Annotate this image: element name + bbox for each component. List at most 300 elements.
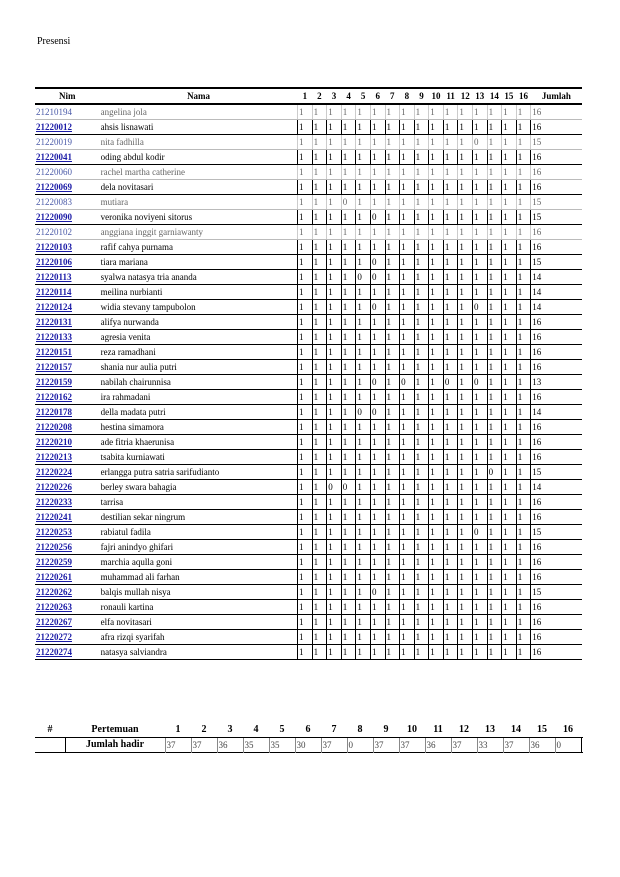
header-meeting-4: 4 xyxy=(341,88,356,104)
attendance-mark: 1 xyxy=(298,375,313,390)
attendance-mark: 1 xyxy=(356,390,371,405)
attendance-mark: 1 xyxy=(502,120,517,135)
jumlah-cell: 16 xyxy=(531,150,582,165)
attendance-mark: 1 xyxy=(385,435,400,450)
attendance-mark: 1 xyxy=(341,135,356,150)
attendance-mark: 0 xyxy=(370,405,385,420)
nim-link[interactable]: 21220259 xyxy=(36,557,72,567)
attendance-mark: 1 xyxy=(370,315,385,330)
attendance-mark: 1 xyxy=(356,300,371,315)
nim-link[interactable]: 21220224 xyxy=(36,467,72,477)
attendance-mark: 1 xyxy=(443,540,458,555)
nim-link[interactable]: 21220261 xyxy=(36,572,72,582)
attendance-mark: 1 xyxy=(472,615,487,630)
attendance-mark: 1 xyxy=(312,270,327,285)
attendance-mark: 1 xyxy=(502,420,517,435)
table-row xyxy=(35,510,582,525)
attendance-mark: 1 xyxy=(341,375,356,390)
table-row xyxy=(35,180,582,195)
attendance-mark: 1 xyxy=(356,630,371,645)
attendance-mark: 1 xyxy=(298,150,313,165)
attendance-mark: 1 xyxy=(472,240,487,255)
attendance-mark: 1 xyxy=(414,630,429,645)
attendance-mark: 1 xyxy=(414,570,429,585)
attendance-mark: 1 xyxy=(429,540,444,555)
attendance-mark: 1 xyxy=(356,165,371,180)
attendance-mark: 1 xyxy=(429,435,444,450)
nama-cell: nabilah chairunnisa xyxy=(100,375,298,390)
attendance-mark: 1 xyxy=(400,615,415,630)
attendance-mark: 1 xyxy=(356,510,371,525)
attendance-mark: 1 xyxy=(472,555,487,570)
table-row xyxy=(35,585,582,600)
jumlah-cell: 16 xyxy=(531,180,582,195)
attendance-mark: 1 xyxy=(443,195,458,210)
attendance-mark: 1 xyxy=(472,210,487,225)
attendance-mark: 1 xyxy=(385,135,400,150)
jumlah-cell: 16 xyxy=(531,345,582,360)
attendance-mark: 1 xyxy=(356,360,371,375)
attendance-mark: 1 xyxy=(414,285,429,300)
nim-link[interactable]: 21220012 xyxy=(36,122,72,132)
nim-link[interactable]: 21220274 xyxy=(36,647,72,657)
table-row xyxy=(35,525,582,540)
attendance-mark: 1 xyxy=(487,180,502,195)
attendance-mark: 1 xyxy=(472,465,487,480)
table-row xyxy=(35,555,582,570)
attendance-mark: 1 xyxy=(487,135,502,150)
attendance-mark: 1 xyxy=(298,300,313,315)
jumlah-hadir-value: 37 xyxy=(191,738,217,753)
attendance-mark: 1 xyxy=(458,645,473,660)
attendance-mark: 1 xyxy=(429,465,444,480)
attendance-mark: 1 xyxy=(327,495,342,510)
nim-link[interactable]: 21220178 xyxy=(36,407,72,417)
attendance-mark: 1 xyxy=(458,345,473,360)
attendance-mark: 1 xyxy=(370,240,385,255)
jumlah-cell: 14 xyxy=(531,270,582,285)
header-jumlah: Jumlah xyxy=(531,88,582,104)
attendance-mark: 1 xyxy=(487,360,502,375)
nim-cell xyxy=(35,495,100,510)
attendance-mark: 1 xyxy=(414,540,429,555)
attendance-mark: 1 xyxy=(400,645,415,660)
attendance-mark: 1 xyxy=(400,210,415,225)
header-meeting-13: 13 xyxy=(472,88,487,104)
attendance-mark: 1 xyxy=(400,405,415,420)
nim-cell xyxy=(35,210,100,225)
attendance-mark: 1 xyxy=(312,585,327,600)
nim-link[interactable]: 21220060 xyxy=(36,167,72,177)
attendance-mark: 1 xyxy=(298,585,313,600)
attendance-mark: 1 xyxy=(400,120,415,135)
nim-link[interactable]: 21220210 xyxy=(36,437,72,447)
header-meeting-3: 3 xyxy=(327,88,342,104)
attendance-mark: 1 xyxy=(516,165,531,180)
table-row xyxy=(35,360,582,375)
nim-cell xyxy=(35,600,100,615)
attendance-mark: 1 xyxy=(502,450,517,465)
attendance-mark: 1 xyxy=(502,630,517,645)
nim-link[interactable]: 21220256 xyxy=(36,542,72,552)
attendance-mark: 1 xyxy=(502,510,517,525)
jumlah-cell: 14 xyxy=(531,285,582,300)
attendance-mark: 1 xyxy=(356,210,371,225)
attendance-mark: 1 xyxy=(487,405,502,420)
attendance-mark: 1 xyxy=(443,104,458,120)
nim-link[interactable]: 21220041 xyxy=(36,152,72,162)
attendance-mark: 1 xyxy=(341,330,356,345)
attendance-mark: 1 xyxy=(370,165,385,180)
jumlah-cell: 16 xyxy=(531,104,582,120)
attendance-mark: 1 xyxy=(370,510,385,525)
nim-link[interactable]: 21220102 xyxy=(36,227,72,237)
attendance-mark: 1 xyxy=(472,150,487,165)
attendance-mark: 1 xyxy=(516,120,531,135)
attendance-mark: 1 xyxy=(443,240,458,255)
attendance-mark: 1 xyxy=(429,210,444,225)
nama-cell: dela novitasari xyxy=(100,180,298,195)
nama-cell: mutiara xyxy=(100,195,298,210)
attendance-mark: 1 xyxy=(385,210,400,225)
attendance-mark: 1 xyxy=(458,315,473,330)
attendance-mark: 1 xyxy=(429,270,444,285)
attendance-mark: 1 xyxy=(370,195,385,210)
jumlah-hadir-value: 37 xyxy=(373,738,399,753)
nim-link[interactable]: 21210194 xyxy=(36,107,72,117)
attendance-mark: 1 xyxy=(429,555,444,570)
jumlah-hadir-value: 37 xyxy=(165,738,191,753)
attendance-mark: 1 xyxy=(327,270,342,285)
nim-link[interactable]: 21220267 xyxy=(36,617,72,627)
attendance-mark: 1 xyxy=(298,405,313,420)
attendance-mark: 1 xyxy=(472,315,487,330)
nim-cell xyxy=(35,285,100,300)
attendance-mark: 1 xyxy=(458,330,473,345)
attendance-mark: 1 xyxy=(341,555,356,570)
attendance-mark: 1 xyxy=(298,555,313,570)
attendance-mark: 1 xyxy=(298,360,313,375)
nama-cell: nita fadhilla xyxy=(100,135,298,150)
nama-cell: ronauli kartina xyxy=(100,600,298,615)
nim-link[interactable]: 21220090 xyxy=(36,212,72,222)
nim-link[interactable]: 21220131 xyxy=(36,317,72,327)
attendance-mark: 1 xyxy=(312,180,327,195)
attendance-mark: 1 xyxy=(370,540,385,555)
attendance-mark: 1 xyxy=(516,150,531,165)
attendance-mark: 1 xyxy=(385,555,400,570)
nama-cell: syalwa natasya tria ananda xyxy=(100,270,298,285)
attendance-mark: 1 xyxy=(385,465,400,480)
attendance-mark: 1 xyxy=(458,375,473,390)
pertemuan-row xyxy=(35,723,582,738)
table-row xyxy=(35,645,582,660)
nama-cell: oding abdul kodir xyxy=(100,150,298,165)
attendance-mark: 1 xyxy=(414,315,429,330)
attendance-mark: 1 xyxy=(385,120,400,135)
attendance-mark: 1 xyxy=(356,135,371,150)
attendance-mark: 1 xyxy=(516,104,531,120)
attendance-mark: 1 xyxy=(327,104,342,120)
nama-cell: destilian sekar ningrum xyxy=(100,510,298,525)
attendance-mark: 1 xyxy=(414,255,429,270)
attendance-mark: 1 xyxy=(312,225,327,240)
jumlah-hadir-value: 35 xyxy=(243,738,269,753)
nim-link[interactable]: 21220019 xyxy=(36,137,72,147)
attendance-mark: 1 xyxy=(312,360,327,375)
attendance-mark: 1 xyxy=(356,180,371,195)
nim-link[interactable]: 21220253 xyxy=(36,527,72,537)
attendance-mark: 1 xyxy=(385,405,400,420)
attendance-mark: 1 xyxy=(414,345,429,360)
attendance-mark: 1 xyxy=(400,330,415,345)
attendance-mark: 1 xyxy=(458,420,473,435)
attendance-mark: 1 xyxy=(341,150,356,165)
nama-cell: ahsis lisnawati xyxy=(100,120,298,135)
attendance-mark: 1 xyxy=(487,345,502,360)
attendance-mark: 1 xyxy=(458,450,473,465)
attendance-mark: 1 xyxy=(472,104,487,120)
attendance-mark: 1 xyxy=(298,390,313,405)
attendance-mark: 1 xyxy=(341,165,356,180)
table-row xyxy=(35,495,582,510)
jumlah-hadir-value: 37 xyxy=(503,738,529,753)
attendance-mark: 1 xyxy=(298,645,313,660)
attendance-mark: 1 xyxy=(443,315,458,330)
attendance-mark: 1 xyxy=(327,285,342,300)
header-meeting-9: 9 xyxy=(414,88,429,104)
nim-link[interactable]: 21220083 xyxy=(36,197,72,207)
jumlah-cell: 16 xyxy=(531,120,582,135)
nim-link[interactable]: 21220124 xyxy=(36,302,72,312)
attendance-mark: 1 xyxy=(312,540,327,555)
nama-cell: veronika noviyeni sitorus xyxy=(100,210,298,225)
attendance-mark: 1 xyxy=(429,600,444,615)
attendance-mark: 1 xyxy=(443,615,458,630)
nim-cell xyxy=(35,405,100,420)
attendance-mark: 1 xyxy=(312,570,327,585)
pertemuan-label: Pertemuan xyxy=(65,723,165,738)
attendance-mark: 1 xyxy=(458,510,473,525)
attendance-mark: 1 xyxy=(385,585,400,600)
attendance-mark: 1 xyxy=(414,480,429,495)
table-row xyxy=(35,345,582,360)
attendance-mark: 1 xyxy=(458,585,473,600)
attendance-mark: 1 xyxy=(370,120,385,135)
attendance-mark: 1 xyxy=(516,600,531,615)
nama-cell: ade fitria khaerunisa xyxy=(100,435,298,450)
attendance-mark: 1 xyxy=(312,600,327,615)
attendance-mark: 1 xyxy=(298,630,313,645)
nama-cell: della madata putri xyxy=(100,405,298,420)
attendance-mark: 1 xyxy=(472,330,487,345)
attendance-mark: 1 xyxy=(400,300,415,315)
nim-link[interactable]: 21220213 xyxy=(36,452,72,462)
nim-link[interactable]: 21220226 xyxy=(36,482,72,492)
attendance-mark: 1 xyxy=(429,180,444,195)
jumlah-hadir-value: 33 xyxy=(477,738,503,753)
attendance-mark: 1 xyxy=(458,390,473,405)
nim-cell xyxy=(35,375,100,390)
nim-cell xyxy=(35,225,100,240)
nim-link[interactable]: 21220262 xyxy=(36,587,72,597)
table-row xyxy=(35,210,582,225)
attendance-mark: 1 xyxy=(487,270,502,285)
nim-link[interactable]: 21220106 xyxy=(36,257,72,267)
attendance-mark: 1 xyxy=(370,345,385,360)
attendance-mark: 1 xyxy=(487,480,502,495)
attendance-mark: 1 xyxy=(385,600,400,615)
nim-link[interactable]: 21220241 xyxy=(36,512,72,522)
nim-link[interactable]: 21220208 xyxy=(36,422,72,432)
attendance-mark: 1 xyxy=(385,255,400,270)
nim-cell xyxy=(35,300,100,315)
attendance-mark: 1 xyxy=(502,375,517,390)
attendance-mark: 1 xyxy=(458,570,473,585)
nim-link[interactable]: 21220272 xyxy=(36,632,72,642)
jumlah-cell: 15 xyxy=(531,195,582,210)
attendance-mark: 1 xyxy=(370,225,385,240)
nama-cell: shania nur aulia putri xyxy=(100,360,298,375)
attendance-mark: 0 xyxy=(472,300,487,315)
attendance-mark: 1 xyxy=(400,420,415,435)
jumlah-hadir-value: 30 xyxy=(295,738,321,753)
attendance-mark: 1 xyxy=(327,555,342,570)
jumlah-hadir-value: 0 xyxy=(555,738,581,753)
attendance-mark: 1 xyxy=(370,435,385,450)
attendance-mark: 1 xyxy=(443,300,458,315)
nim-link[interactable]: 21220233 xyxy=(36,497,72,507)
attendance-mark: 1 xyxy=(443,510,458,525)
attendance-mark: 1 xyxy=(458,465,473,480)
attendance-mark: 1 xyxy=(472,345,487,360)
attendance-mark: 1 xyxy=(487,255,502,270)
nim-link[interactable]: 21220069 xyxy=(36,182,72,192)
attendance-mark: 1 xyxy=(414,615,429,630)
nim-link[interactable]: 21220162 xyxy=(36,392,72,402)
table-row xyxy=(35,570,582,585)
attendance-mark: 1 xyxy=(458,210,473,225)
attendance-mark: 1 xyxy=(312,525,327,540)
nama-cell: widia stevany tampubolon xyxy=(100,300,298,315)
attendance-mark: 1 xyxy=(327,165,342,180)
nim-cell xyxy=(35,255,100,270)
attendance-mark: 1 xyxy=(443,270,458,285)
attendance-mark: 1 xyxy=(327,225,342,240)
attendance-mark: 1 xyxy=(356,345,371,360)
attendance-mark: 1 xyxy=(327,195,342,210)
header-nim: Nim xyxy=(35,88,100,104)
attendance-mark: 1 xyxy=(400,360,415,375)
attendance-mark: 1 xyxy=(516,525,531,540)
attendance-mark: 1 xyxy=(312,480,327,495)
table-header-row xyxy=(35,88,582,104)
nim-cell xyxy=(35,645,100,660)
attendance-mark: 1 xyxy=(414,135,429,150)
nim-link[interactable]: 21220159 xyxy=(36,377,72,387)
attendance-mark: 1 xyxy=(341,615,356,630)
attendance-mark: 1 xyxy=(429,315,444,330)
attendance-mark: 1 xyxy=(487,315,502,330)
jumlah-cell: 15 xyxy=(531,135,582,150)
nim-link[interactable]: 21220151 xyxy=(36,347,72,357)
attendance-mark: 1 xyxy=(443,555,458,570)
attendance-mark: 1 xyxy=(472,630,487,645)
attendance-mark: 1 xyxy=(516,315,531,330)
nama-cell: reza ramadhani xyxy=(100,345,298,360)
jumlah-cell: 16 xyxy=(531,435,582,450)
nim-link[interactable]: 21220157 xyxy=(36,362,72,372)
nim-link[interactable]: 21220113 xyxy=(36,272,72,282)
attendance-mark: 1 xyxy=(458,225,473,240)
attendance-mark: 1 xyxy=(443,210,458,225)
attendance-mark: 1 xyxy=(429,390,444,405)
nim-link[interactable]: 21220263 xyxy=(36,602,72,612)
header-meeting-14: 14 xyxy=(487,88,502,104)
nim-link[interactable]: 21220103 xyxy=(36,242,72,252)
attendance-mark: 1 xyxy=(370,285,385,300)
attendance-mark: 1 xyxy=(385,225,400,240)
attendance-mark: 1 xyxy=(356,555,371,570)
attendance-mark: 1 xyxy=(502,465,517,480)
attendance-mark: 1 xyxy=(429,330,444,345)
nim-cell xyxy=(35,450,100,465)
attendance-mark: 0 xyxy=(472,375,487,390)
attendance-mark: 1 xyxy=(502,240,517,255)
attendance-mark: 1 xyxy=(516,300,531,315)
jumlah-hadir-row xyxy=(35,738,582,753)
attendance-mark: 1 xyxy=(502,555,517,570)
attendance-mark: 1 xyxy=(458,165,473,180)
attendance-mark: 0 xyxy=(370,375,385,390)
attendance-mark: 1 xyxy=(414,210,429,225)
attendance-mark: 1 xyxy=(472,495,487,510)
attendance-mark: 1 xyxy=(458,285,473,300)
pertemuan-number: 13 xyxy=(477,723,503,738)
attendance-mark: 1 xyxy=(298,255,313,270)
attendance-mark: 1 xyxy=(487,285,502,300)
table-row xyxy=(35,540,582,555)
nim-cell xyxy=(35,435,100,450)
attendance-mark: 1 xyxy=(516,375,531,390)
attendance-mark: 0 xyxy=(370,210,385,225)
jumlah-cell: 16 xyxy=(531,555,582,570)
attendance-mark: 1 xyxy=(472,390,487,405)
attendance-mark: 1 xyxy=(472,540,487,555)
attendance-mark: 1 xyxy=(516,615,531,630)
attendance-mark: 1 xyxy=(458,195,473,210)
attendance-mark: 1 xyxy=(400,165,415,180)
attendance-mark: 1 xyxy=(327,585,342,600)
table-row xyxy=(35,225,582,240)
attendance-mark: 1 xyxy=(400,195,415,210)
attendance-mark: 1 xyxy=(472,570,487,585)
attendance-mark: 1 xyxy=(502,645,517,660)
attendance-mark: 1 xyxy=(385,450,400,465)
attendance-mark: 1 xyxy=(516,135,531,150)
nim-link[interactable]: 21220133 xyxy=(36,332,72,342)
attendance-mark: 1 xyxy=(400,540,415,555)
nim-link[interactable]: 21220114 xyxy=(36,287,72,297)
header-nama: Nama xyxy=(100,88,298,104)
header-meeting-16: 16 xyxy=(516,88,531,104)
attendance-mark: 0 xyxy=(443,375,458,390)
attendance-mark: 1 xyxy=(385,285,400,300)
attendance-mark: 1 xyxy=(400,270,415,285)
attendance-mark: 1 xyxy=(312,375,327,390)
header-meeting-15: 15 xyxy=(502,88,517,104)
attendance-mark: 1 xyxy=(370,104,385,120)
